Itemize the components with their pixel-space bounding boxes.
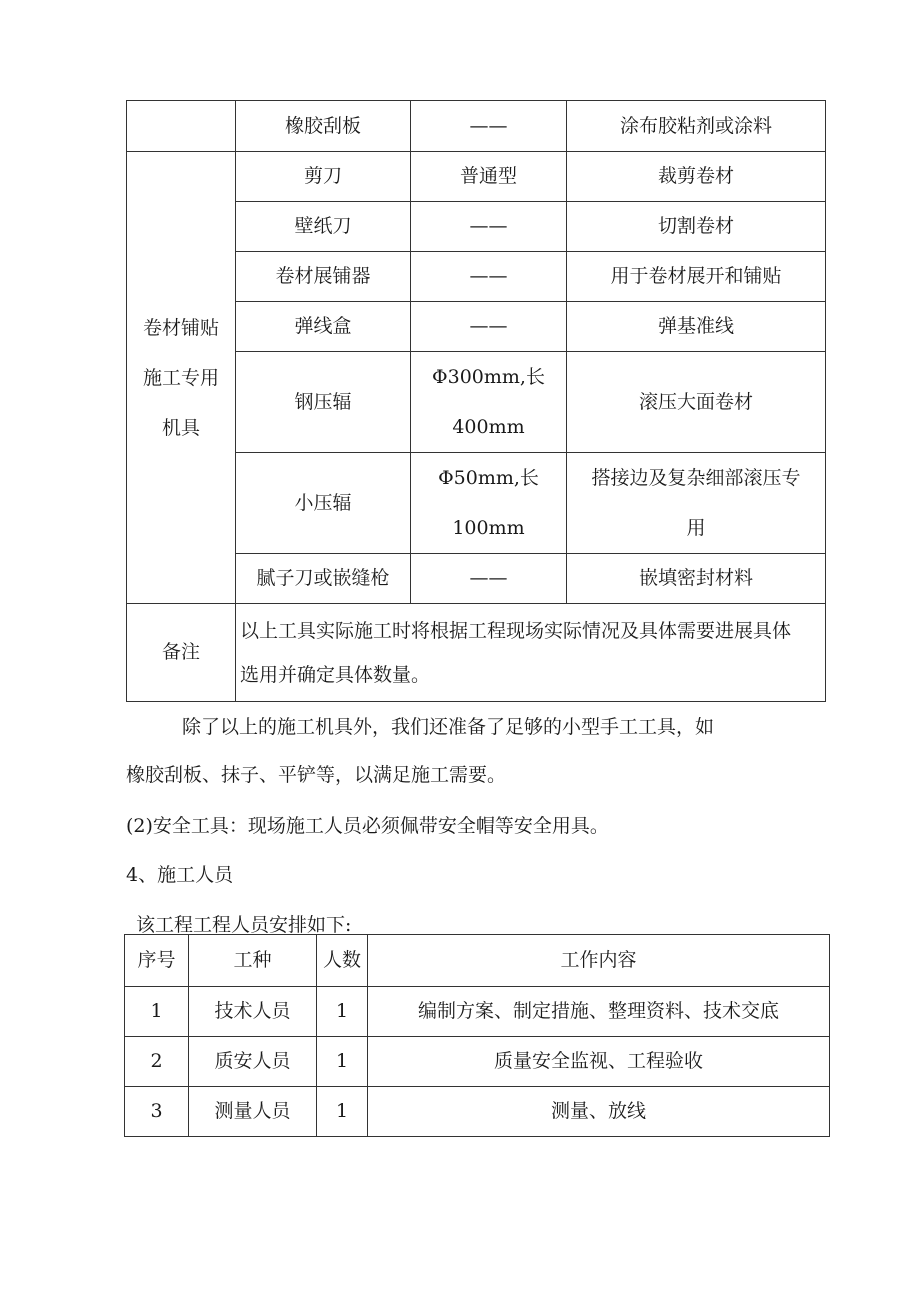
tool-spec: —— — [411, 252, 567, 302]
table-cell: 编制方案、制定措施、整理资料、技术交底 — [368, 987, 830, 1037]
tool-use: 嵌填密封材料 — [567, 554, 826, 604]
paragraph-line: 橡胶刮板、抹子、平铲等，以满足施工需要。 — [126, 764, 507, 786]
tool-spec: —— — [411, 202, 567, 252]
tool-spec: —— — [411, 554, 567, 604]
tool-use: 切割卷材 — [567, 202, 826, 252]
tool-use: 弹基准线 — [567, 302, 826, 352]
section-heading: 4、施工人员 — [126, 864, 234, 886]
remark-label: 备注 — [127, 604, 236, 702]
table-cell: 3 — [125, 1087, 189, 1137]
table-row — [125, 987, 830, 1037]
category-cell — [127, 152, 236, 604]
remark-text — [236, 604, 826, 702]
tools-table — [126, 100, 826, 702]
table-cell: 测量、放线 — [368, 1087, 830, 1137]
tool-name: 橡胶刮板 — [236, 101, 411, 152]
paragraph-line: 除了以上的施工机具外，我们还准备了足够的小型手工工具，如 — [182, 716, 715, 738]
tool-use — [567, 453, 826, 554]
table-cell: 2 — [125, 1037, 189, 1087]
table-row — [127, 604, 826, 702]
table-row — [125, 1087, 830, 1137]
column-header: 人数 — [317, 935, 368, 987]
tool-use: 涂布胶粘剂或涂料 — [567, 101, 826, 152]
tool-use: 裁剪卷材 — [567, 152, 826, 202]
empty-cell — [127, 101, 236, 152]
tool-name: 弹线盒 — [236, 302, 411, 352]
tool-spec — [411, 352, 567, 453]
table-cell: 测量人员 — [189, 1087, 317, 1137]
tool-name: 卷材展铺器 — [236, 252, 411, 302]
table-cell: 1 — [317, 1087, 368, 1137]
tool-spec: 普通型 — [411, 152, 567, 202]
category-line: 卷材铺贴 — [142, 316, 219, 339]
tool-name: 腻子刀或嵌缝枪 — [236, 554, 411, 604]
staff-table — [124, 934, 830, 1137]
table-cell: 技术人员 — [189, 987, 317, 1037]
paragraph-line: 该工程工程人员安排如下: — [136, 914, 352, 936]
tool-name: 剪刀 — [236, 152, 411, 202]
spec-line: Φ50mm,长 — [438, 467, 539, 489]
tool-name: 壁纸刀 — [236, 202, 411, 252]
use-line: 搭接边及复杂细部滚压专 — [591, 467, 801, 489]
use-line: 用 — [686, 517, 706, 539]
category-line: 施工专用 — [142, 366, 219, 389]
spec-line: 400mm — [452, 416, 525, 438]
spec-line: 100mm — [452, 517, 525, 539]
table-cell: 1 — [125, 987, 189, 1037]
tool-spec: —— — [411, 101, 567, 152]
remark-line: 以上工具实际施工时将根据工程现场实际情况及具体需要进展具体 — [240, 619, 792, 642]
remark-line: 选用并确定具体数量。 — [240, 663, 431, 686]
table-cell: 1 — [317, 987, 368, 1037]
tool-name: 钢压辐 — [236, 352, 411, 453]
tool-name: 小压辐 — [236, 453, 411, 554]
table-cell: 1 — [317, 1037, 368, 1087]
column-header: 工种 — [189, 935, 317, 987]
table-cell: 质量安全监视、工程验收 — [368, 1037, 830, 1087]
column-header: 序号 — [125, 935, 189, 987]
table-row — [127, 152, 826, 202]
tool-spec: —— — [411, 302, 567, 352]
tool-spec — [411, 453, 567, 554]
table-row — [127, 101, 826, 152]
category-line: 机具 — [161, 416, 200, 439]
tool-use: 用于卷材展开和铺贴 — [567, 252, 826, 302]
paragraph-line: (2)安全工具：现场施工人员必须佩带安全帽等安全用具。 — [126, 815, 609, 837]
table-cell: 质安人员 — [189, 1037, 317, 1087]
column-header: 工作内容 — [368, 935, 830, 987]
spec-line: Φ300mm,长 — [432, 366, 545, 388]
table-header-row — [125, 935, 830, 987]
table-row — [125, 1037, 830, 1087]
tool-use: 滚压大面卷材 — [567, 352, 826, 453]
